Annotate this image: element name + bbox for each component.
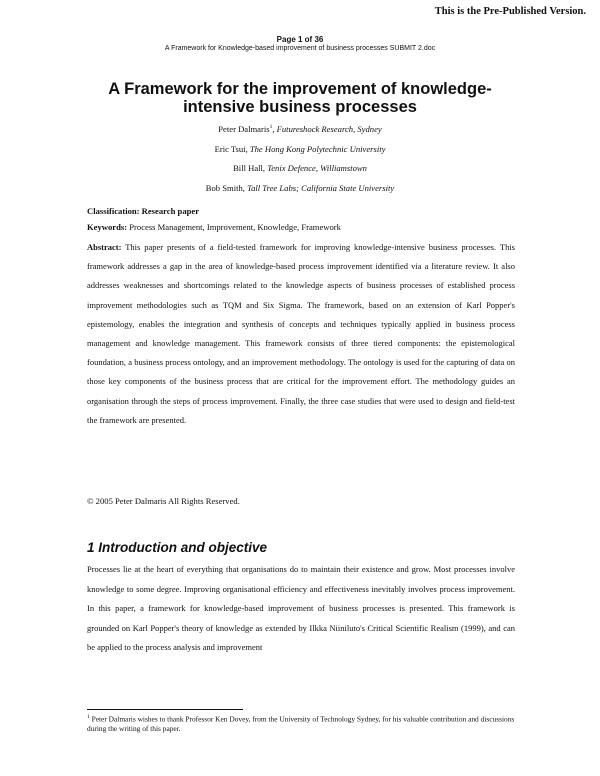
abstract-label: Abstract: bbox=[87, 242, 122, 252]
author-name: Peter Dalmaris bbox=[218, 124, 270, 134]
section-heading: 1 Introduction and objective bbox=[87, 540, 268, 555]
pre-published-banner: This is the Pre-Published Version. bbox=[434, 6, 586, 17]
footnote-marker: 1 bbox=[269, 124, 273, 131]
footnote-separator bbox=[87, 709, 243, 710]
author-list bbox=[0, 123, 600, 201]
author-affiliation: Futureshock Research, Sydney bbox=[276, 124, 382, 134]
file-name-header: A Framework for Knowledge-based improvement of business processes SUBMIT 2.doc bbox=[164, 45, 436, 52]
abstract-text: This paper presents of a field-tested framework for improving knowledge-intensive business processes. This framework addresses a gap in the area of knowledge-based process improvement identified via a literature review. It also addresses weaknesses and shortcomings related to the knowledge aspects of business processes of established process improvement methodologies such as TQM and Six Sigma. The framework, based on an extension of Karl Popper's epistemology, enables the integration and synthesis of concepts and techniques typically applied in business process management and knowledge management. This framework consists of three tiered components: the epistemological foundation, a business process ontology, and an improvement methodology. The ontology is used for the capturing of data on those key components of the business process that are critical for the improvement effort. The methodology guides an organisation through the steps of process improvement. Finally, the three case studies that were used to design and field-test the framework are presented. bbox=[87, 242, 515, 425]
keywords-label: Keywords: bbox=[87, 222, 128, 232]
abstract bbox=[87, 238, 515, 430]
author-line: Eric Tsui, The Hong Kong Polytechnic University bbox=[214, 143, 386, 154]
keywords bbox=[87, 222, 341, 232]
author-affiliation: Tenix Defence, Williamstown bbox=[267, 163, 367, 173]
classification: Classification: Research paper bbox=[87, 206, 200, 216]
section-body-text: Processes lie at the heart of everything that organisations do to maintain their existence and grow. Most processes involve knowledge to some degree. Improving organisational efficiency and effectiveness inevitably involves process improvement. In this paper, a framework for knowledge-based improvement of business processes is presented. This framework is grounded on Karl Popper's theory of knowledge as extended by Ilkka Niiniluto's Critical Scientific Realism (1999), and can be applied to the process analysis and improvement bbox=[87, 564, 515, 652]
page-number-header: Page 1 of 36 bbox=[276, 35, 324, 44]
author-line: Peter Dalmaris$^1$, Futureshock Research, Sydney bbox=[218, 124, 382, 134]
footnote-text: Peter Dalmaris wishes to thank Professor Ken Dovey, from the University of Technology Sydney, for his valuable contribution and discussions during the writing of this paper. bbox=[87, 714, 515, 734]
author-line: Bill Hall, Tenix Defence, Williamstown bbox=[233, 163, 367, 173]
author-line: Bob Smith, Tall Tree Labs; California State University bbox=[205, 182, 395, 193]
paper-title: A Framework for the improvement of knowledge-intensive business processes bbox=[108, 80, 492, 116]
author-name: Bob Smith bbox=[205, 182, 243, 193]
keywords-text: Process Management, Improvement, Knowledge, Framework bbox=[129, 222, 341, 232]
footnote bbox=[87, 712, 515, 734]
copyright-notice: © 2005 Peter Dalmaris All Rights Reserved. bbox=[87, 496, 240, 506]
author-name: Bill Hall bbox=[233, 163, 263, 173]
author-affiliation: Tall Tree Labs; California State University bbox=[247, 182, 395, 193]
footnote-mark: 1 bbox=[87, 714, 90, 720]
author-name: Eric Tsui bbox=[214, 143, 246, 154]
author-affiliation: The Hong Kong Polytechnic University bbox=[249, 143, 386, 154]
